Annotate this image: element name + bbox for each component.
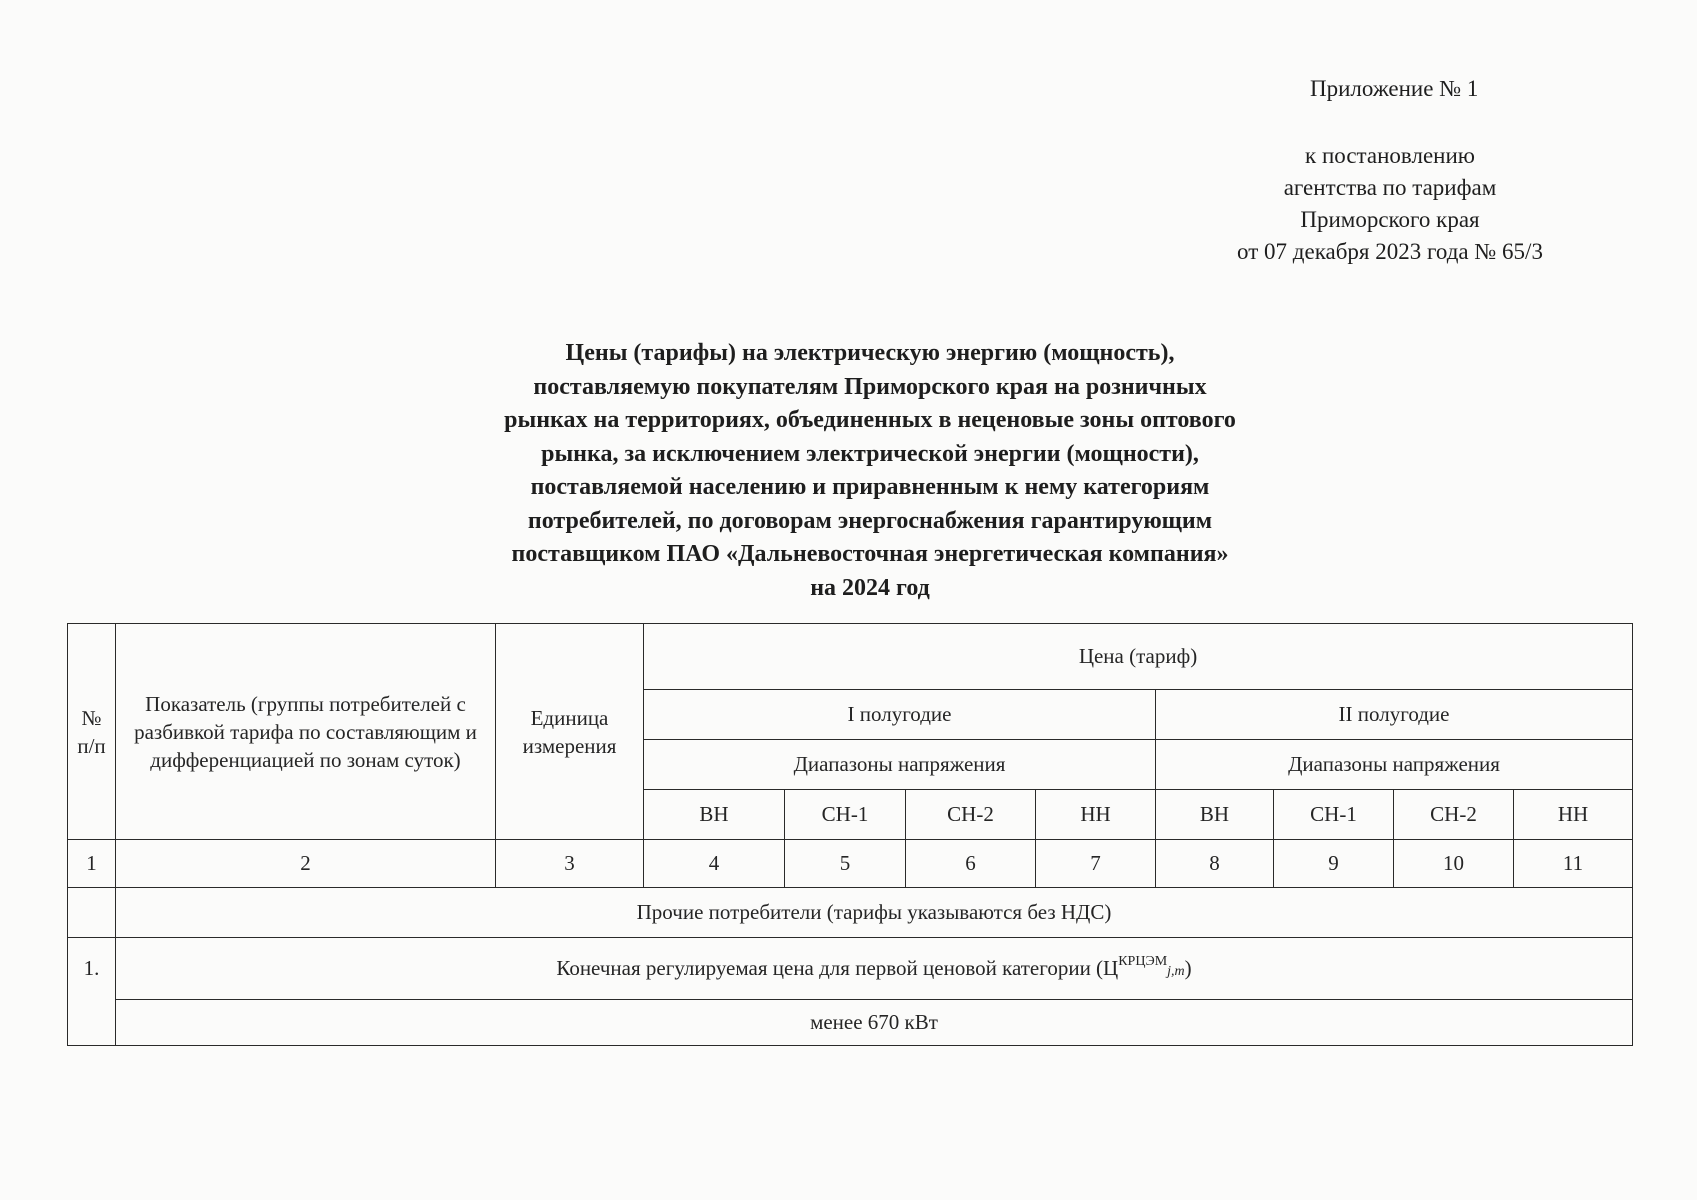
header-voltage-ranges-2: Диапазоны напряжения [1156,740,1633,790]
column-number: 11 [1514,840,1633,888]
table-row [68,1000,1633,1046]
less-670-label: менее 670 кВт [116,1000,1633,1046]
item-number: 1. [68,938,116,1046]
empty-cell [68,888,116,938]
header-voltage-ranges-1: Диапазоны напряжения [644,740,1156,790]
column-number: 5 [785,840,906,888]
header-price: Цена (тариф) [644,624,1633,690]
column-number: 2 [116,840,496,888]
title-line: поставляемую покупателям Приморского края на розничных [533,373,1207,400]
column-number: 7 [1036,840,1156,888]
voltage-sn1: СН-1 [785,790,906,840]
table-row [68,938,1633,1000]
column-number: 4 [644,840,785,888]
other-consumers-label: Прочие потребители (тарифы указываются без НДС) [116,888,1633,938]
annex-label: Приложение № 1 [1310,76,1479,101]
title-line: на 2024 год [810,574,930,601]
voltage-sn2: СН-2 [906,790,1036,840]
title-line: поставщиком ПАО «Дальневосточная энергетическая компания» [511,541,1229,567]
title-line: рынка, за исключением электрической энергии (мощности), [541,440,1199,467]
price-subscript: j,m [1167,964,1185,979]
price-symbol: Ц [1103,956,1119,980]
item-close-paren: ) [1184,956,1192,980]
resolution-reference [1160,140,1620,268]
header-indicator: Показатель (группы потребителей с разбивкой тарифа по составляющим и дифференциацией по зонам суток) [116,624,496,840]
column-number: 6 [906,840,1036,888]
column-number: 3 [496,840,644,888]
table-row [68,888,1633,938]
voltage-nn: НН [1036,790,1156,840]
document-title [370,337,1370,605]
resolution-line: агентства по тарифам [1283,175,1497,200]
header-number: № п/п [68,624,116,840]
title-line: Цены (тарифы) на электрическую энергию (мощность), [565,340,1175,366]
resolution-line: от 07 декабря 2023 года № 65/3 [1237,239,1543,264]
title-line: рынках на территориях, объединенных в неценовые зоны оптового [504,407,1236,433]
header-unit: Единица измерения [496,624,644,840]
column-number: 10 [1394,840,1514,888]
voltage-sn1: СН-1 [1274,790,1394,840]
title-line: поставляемой населению и приравненным к нему категориям [530,474,1210,500]
header-half-2: II полугодие [1156,690,1633,740]
column-number: 1 [68,840,116,888]
title-line: потребителей, по договорам энергоснабжения гарантирующим [527,507,1213,534]
header-half-1: I полугодие [644,690,1156,740]
price-superscript: КРЦЭМ [1118,954,1168,969]
item-text: Конечная регулируемая цена для первой ценовой категории ( [556,956,1104,980]
voltage-vn: ВН [1156,790,1274,840]
column-number: 9 [1274,840,1394,888]
voltage-vn: ВН [644,790,785,840]
item-final-price-label [116,938,1633,1000]
voltage-nn: НН [1514,790,1633,840]
resolution-line: к постановлению [1305,143,1475,168]
column-number-row [68,840,1633,888]
resolution-line: Приморского края [1300,207,1480,232]
tariff-table [67,623,1633,1046]
voltage-sn2: СН-2 [1394,790,1514,840]
column-number: 8 [1156,840,1274,888]
